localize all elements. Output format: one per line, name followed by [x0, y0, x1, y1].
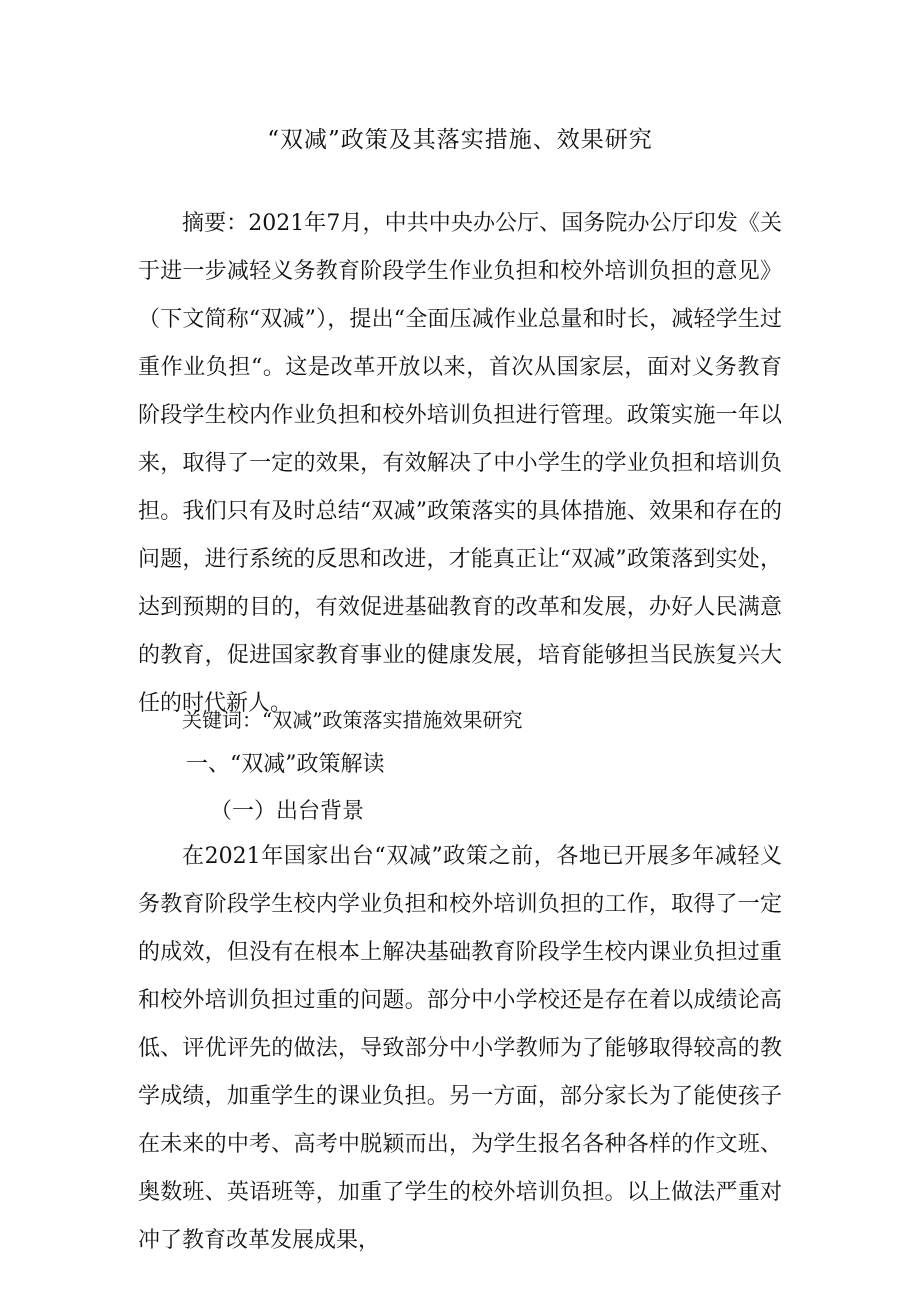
- subsection-heading: （一）出台背景: [210, 799, 365, 824]
- keywords-line: 关键词：“双减”政策落实措施效果研究: [182, 708, 523, 732]
- body-paragraph: 在2021年国家出台“双减”政策之前，各地已开展多年减轻义务教育阶段学生校内学业负担和校外培训负担的工作，取得了一定的成效，但没有在根本上解决基础教育阶段学生校内课业负担过重和校外培训负担过重的问题。部分中小学校还是存在着以成绩论高低、评优评先的做法，导致部分中小学教师为了能够取得较高的教学成绩，加重学生的课业负担。另一方面，部分家长为了能使孩子在未来的中考、高考中脱颖而出，为学生报名各种各样的作文班、奥数班、英语班等，加重了学生的校外培训负担。以上做法严重对冲了教育改革发展成果，: [138, 844, 782, 1253]
- abstract-paragraph: 摘要：2021年7月，中共中央办公厅、国务院办公厅印发《关于进一步减轻义务教育阶段学生作业负担和校外培训负担的意见》（下文简称“双减”），提出“全面压减作业总量和时长，减轻学生过重作业负担“。这是改革开放以来，首次从国家层，面对义务教育阶段学生校内作业负担和校外培训负担进行管理。政策实施一年以来，取得了一定的效果，有效解决了中小学生的学业负担和培训负担。我们只有及时总结“双减”政策落实的具体措施、效果和存在的问题，进行系统的反思和改进，才能真正让“双减”政策落到实处，达到预期的目的，有效促进基础教育的改革和发展，办好人民满意的教育，促进国家教育事业的健康发展，培育能够担当民族复兴大任的时代新人。: [138, 211, 782, 716]
- document-title: “双减”政策及其落实措施、效果研究: [267, 127, 653, 153]
- section-heading: 一、“双减”政策解读: [186, 752, 385, 777]
